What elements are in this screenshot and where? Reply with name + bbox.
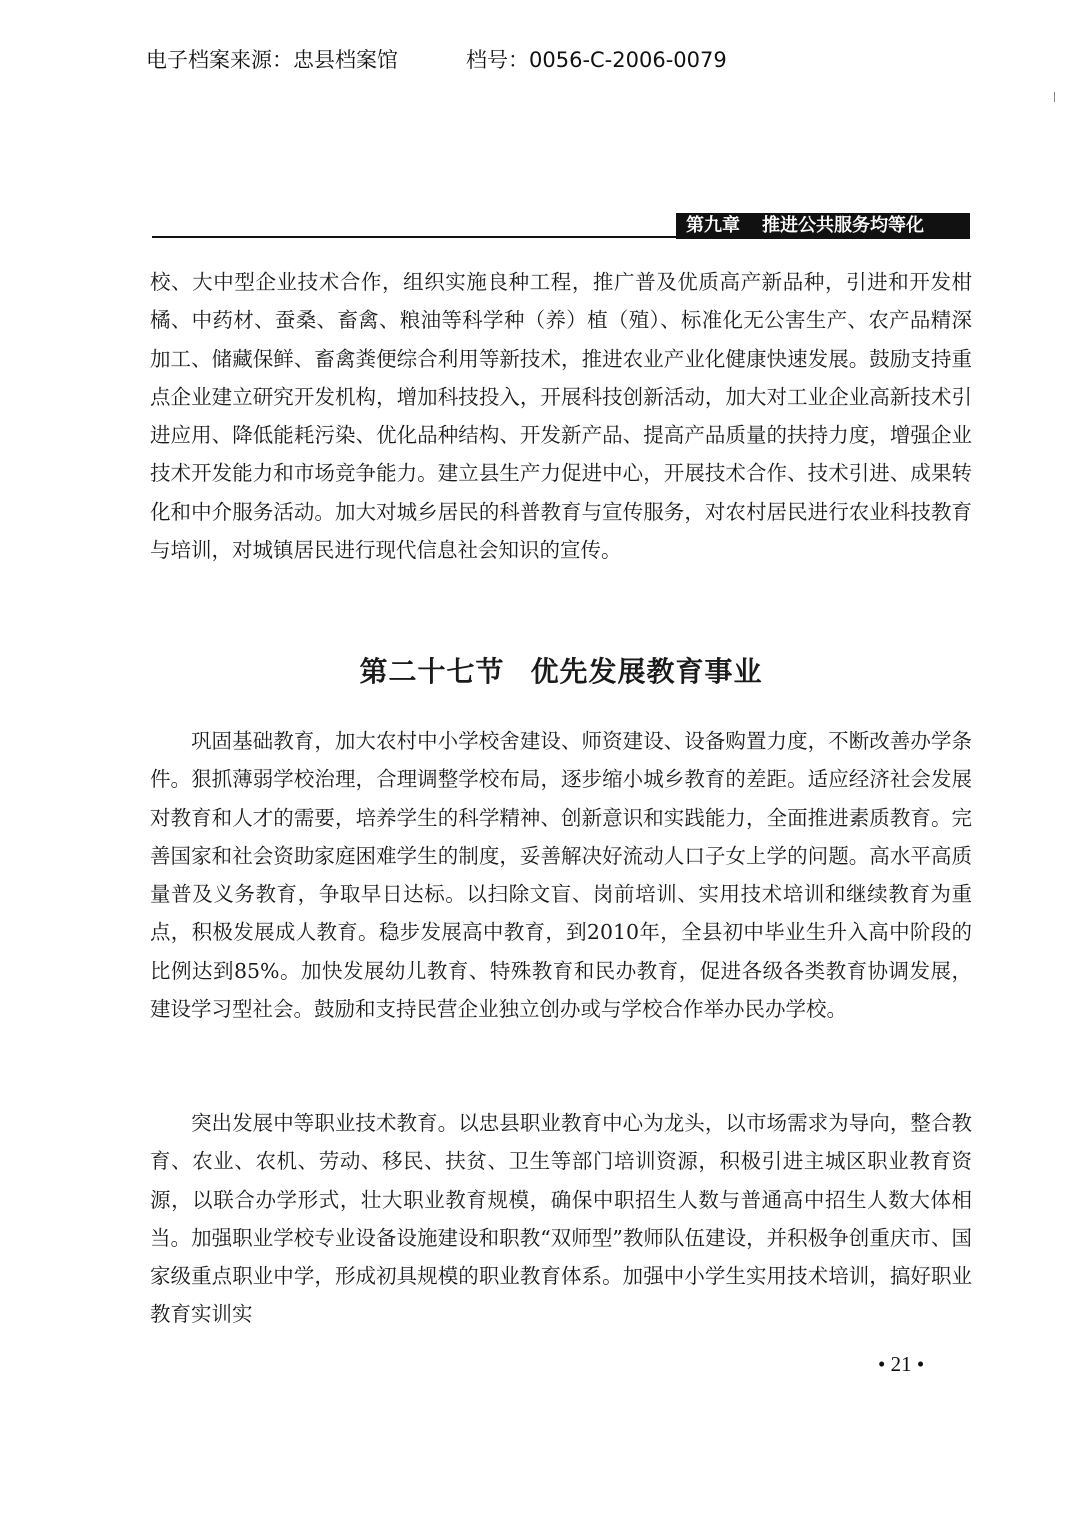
scan-mark <box>1054 92 1055 102</box>
chapter-number: 第九章 <box>686 215 740 236</box>
body-paragraph: 巩固基础教育，加大农村中小学校舍建设、师资建设、设备购置力度，不断改善办学条件。狠抓薄弱学校治理，合理调整学校布局，逐步缩小城乡教育的差距。适应经济社会发展对教育和人才的需要，培养学生的科学精神、创新意识和实践能力，全面推进素质教育。完善国家和社会资助家庭困难学生的制度，妥善解决好流动人口子女上学的问题。高水平高质量普及义务教育，争取早日达标。以扫除文盲、岗前培训、实用技术培训和继续教育为重点，积极发展成人教育。稳步发展高中教育，到2010年，全县初中毕业生升入高中阶段的比例达到85%。加快发展幼儿教育、特殊教育和民办教育，促进各级各类教育协调发展，建设学习型社会。鼓励和支持民营企业独立创办或与学校合作举办民办学校。 <box>150 729 972 1022</box>
section-title: 优先发展教育事业 <box>530 655 763 688</box>
header-rule <box>152 236 676 238</box>
body-paragraph: 校、大中型企业技术合作，组织实施良种工程，推广普及优质高产新品种，引进和开发柑橘、中药材、蚕桑、畜禽、粮油等科学种（养）植（殖）、标准化无公害生产、农产品精深加工、储藏保鲜、畜禽粪便综合利用等新技术，推进农业产业化健康快速发展。鼓励支持重点企业建立研究开发机构，增加科技投入，开展科技创新活动，加大对工业企业高新技术引进应用、降低能耗污染、优化品种结构、开发新产品、提高产品质量的扶持力度，增强企业技术开发能力和市场竞争能力。建立县生产力促进中心，开展技术合作、技术引进、成果转化和中介服务活动。加大对城乡居民的科普教育与宣传服务，对农村居民进行农业科技教育与培训，对城镇居民进行现代信息社会知识的宣传。 <box>150 270 972 563</box>
archive-source-label: 电子档案来源：忠县档案馆 <box>146 48 398 72</box>
archive-number-label: 档号：0056-C-2006-0079 <box>466 48 727 72</box>
body-paragraph: 突出发展中等职业技术教育。以忠县职业教育中心为龙头，以市场需求为导向，整合教育、农业、农机、劳动、移民、扶贫、卫生等部门培训资源，积极引进主城区职业教育资源，以联合办学形式，壮大职业教育规模，确保中职招生人数与普通高中招生人数大体相当。加强职业学校专业设备设施建设和职教“双师型”教师队伍建设，并积极争创重庆市、国家级重点职业中学，形成初具规模的职业教育体系。加强中小学生实用技术培训，搞好职业教育实训实 <box>150 1111 972 1327</box>
section-number: 第二十七节 <box>359 655 505 688</box>
chapter-title: 推进公共服务均等化 <box>762 215 924 236</box>
page-number: • 21 • <box>878 1352 925 1376</box>
chapter-header <box>676 213 970 239</box>
section-heading <box>150 650 972 690</box>
